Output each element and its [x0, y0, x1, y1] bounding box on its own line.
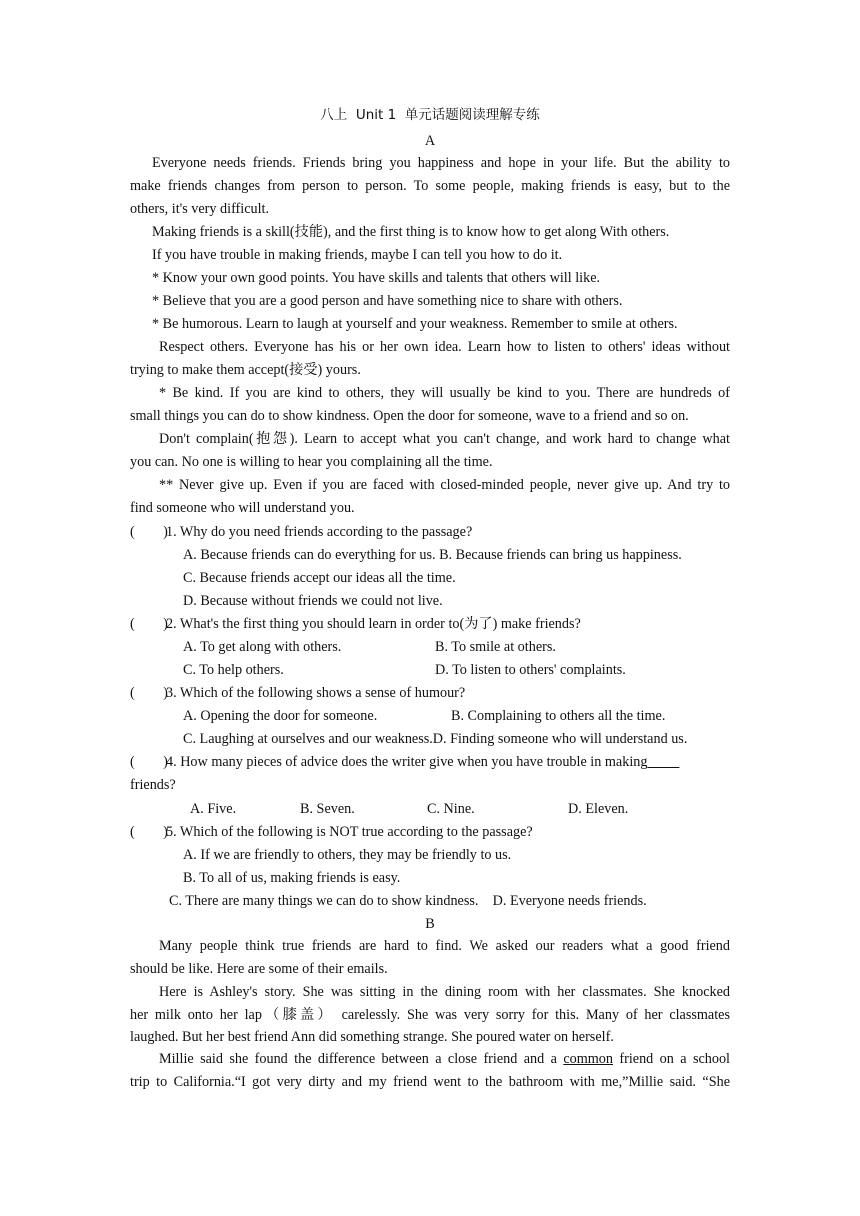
passage-a-line: If you have trouble in making friends, maybe I can tell you how to do it. — [152, 247, 563, 263]
passage-a-line: small things you can do to show kindness. Open the door for someone, wave to a friend and so on. — [130, 408, 689, 424]
question-3-options-cd: C. Laughing at ourselves and our weakness.D. Finding someone who will understand us. — [183, 731, 688, 747]
question-bracket: ( ) — [130, 524, 168, 540]
question-1-options-ab: A. Because friends can do everything for us. B. Because friends can bring us happiness. — [183, 547, 682, 563]
passage-a-line: * Be kind. If you are kind to others, they will usually be kind to you. There are hundreds of — [159, 385, 730, 401]
question-bracket: ( ) — [130, 685, 168, 701]
question-4-option-c: C. Nine. — [427, 801, 475, 817]
question-4-stem-cont: friends? — [130, 777, 176, 793]
section-b-heading: B — [425, 916, 435, 932]
passage-a-line: * Be humorous. Learn to laugh at yourself and your weakness. Remember to smile at others. — [152, 316, 678, 332]
question-1-stem: 1. Why do you need friends according to the passage? — [166, 524, 473, 540]
passage-b-line: laughed. But her best friend Ann did something strange. She poured water on herself. — [130, 1029, 614, 1045]
question-bracket: ( ) — [130, 824, 168, 840]
passage-a-line: ** Never give up. Even if you are faced with closed-minded people, never give up. And try to — [159, 477, 730, 493]
question-4-stem-text: 4. How many pieces of advice does the writer give when you have trouble in making — [166, 754, 648, 770]
passage-a-line: * Know your own good points. You have skills and talents that others will like. — [152, 270, 601, 286]
question-4-option-b: B. Seven. — [300, 801, 355, 817]
passage-b-line: her milk onto her lap（膝盖） carelessly. She was very sorry for this. Many of her classmates — [130, 1007, 730, 1023]
passage-a-line: Don't complain(抱怨). Learn to accept what you can't change, and work hard to change what — [159, 431, 730, 447]
passage-a-line: Making friends is a skill(技能), and the first thing is to know how to get along With others. — [152, 224, 670, 240]
passage-a-line: you can. No one is willing to hear you complaining all the time. — [130, 454, 493, 470]
section-a-heading: A — [424, 133, 436, 149]
page-title: 八上 Unit 1 单元话题阅读理解专练 — [320, 107, 540, 123]
answer-blank — [647, 754, 679, 770]
question-3-option-a: A. Opening the door for someone. — [183, 708, 378, 724]
question-2-stem: 2. What's the first thing you should learn in order to(为了) make friends? — [166, 616, 581, 632]
question-3-option-b: B. Complaining to others all the time. — [451, 708, 666, 724]
question-5-stem: 5. Which of the following is NOT true according to the passage? — [166, 824, 533, 840]
question-bracket: ( ) — [130, 754, 168, 770]
passage-b-line — [159, 1050, 730, 1068]
question-1-option-c: C. Because friends accept our ideas all the time. — [183, 570, 456, 586]
question-5-option-b: B. To all of us, making friends is easy. — [183, 870, 401, 886]
question-4-option-d: D. Eleven. — [568, 801, 629, 817]
question-2-option-d: D. To listen to others' complaints. — [435, 662, 626, 678]
passage-b-line: trip to California.“I got very dirty and my friend went to the bathroom with me,”Millie said. “She — [130, 1074, 730, 1090]
question-5-options-cd: C. There are many things we can do to show kindness. D. Everyone needs friends. — [169, 893, 647, 909]
question-4-stem — [166, 753, 679, 771]
question-1-option-d: D. Because without friends we could not live. — [183, 593, 443, 609]
question-2-option-c: C. To help others. — [183, 662, 284, 678]
passage-a-line: Respect others. Everyone has his or her own idea. Learn how to listen to others' ideas without — [159, 339, 730, 355]
passage-a-line: trying to make them accept(接受) yours. — [130, 362, 361, 378]
passage-b-line: should be like. Here are some of their emails. — [130, 961, 388, 977]
passage-b-text: friend on a school — [619, 1051, 731, 1067]
question-2-option-b: B. To smile at others. — [435, 639, 556, 655]
passage-b-line: Many people think true friends are hard to find. We asked our readers what a good friend — [159, 938, 730, 954]
passage-b-text: Millie said she found the difference between a close friend and a — [159, 1051, 557, 1067]
passage-a-line: others, it's very difficult. — [130, 201, 270, 217]
passage-b-line: Here is Ashley's story. She was sitting in the dining room with her classmates. She knocked — [159, 984, 730, 1000]
question-bracket: ( ) — [130, 616, 168, 632]
underlined-word: common — [563, 1051, 613, 1067]
question-5-option-a: A. If we are friendly to others, they may be friendly to us. — [183, 847, 512, 863]
passage-a-line: find someone who will understand you. — [130, 500, 355, 516]
passage-a-line: * Believe that you are a good person and have something nice to share with others. — [152, 293, 623, 309]
passage-a-line: Everyone needs friends. Friends bring you happiness and hope in your life. But the ability to — [152, 155, 730, 171]
question-3-stem: 3. Which of the following shows a sense of humour? — [166, 685, 466, 701]
question-2-option-a: A. To get along with others. — [183, 639, 342, 655]
passage-a-line: make friends changes from person to person. To some people, making friends is easy, but to the — [130, 178, 730, 194]
question-4-option-a: A. Five. — [190, 801, 237, 817]
